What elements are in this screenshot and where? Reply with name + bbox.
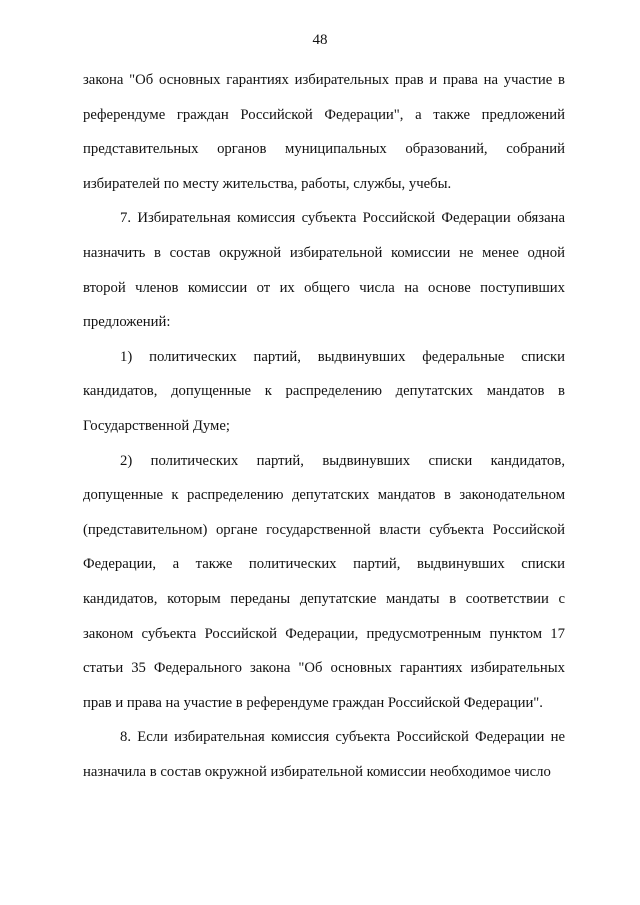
paragraph-continuation: закона "Об основных гарантиях избирательных прав и права на участие в референдуме граждан Российской Федерации", а также предложений представительных органов муниципальных образований, собраний избирателей по месту жительства, работы, службы, учебы.	[83, 72, 565, 192]
paragraph-subitem-2: 2) политических партий, выдвинувших списки кандидатов, допущенные к распределению депутатских мандатов в законодательном (представительном) органе государственной власти субъекта Российской Федерации, а также политических партий, выдвинувших списки кандидатов, которым переданы депутатские мандаты в соответствии с законом субъекта Российской Федерации, предусмотренным пунктом 17 статьи 35 Федерального закона "Об основных гарантиях избирательных прав и права на участие в референдуме граждан Российской Федерации".	[83, 452, 565, 711]
page-number: 48	[312, 32, 328, 48]
paragraph-item-8: 8. Если избирательная комиссия субъекта Российской Федерации не назначила в состав окружной избирательной комиссии необходимое число	[83, 729, 565, 780]
document-body	[83, 63, 565, 789]
paragraph-item-7: 7. Избирательная комиссия субъекта Российской Федерации обязана назначить в состав окружной избирательной комиссии не менее одной второй членов комиссии от их общего числа на основе поступивших предложений:	[83, 210, 565, 331]
paragraph-subitem-1: 1) политических партий, выдвинувших федеральные списки кандидатов, допущенные к распределению депутатских мандатов в Государственной Думе;	[83, 348, 565, 434]
